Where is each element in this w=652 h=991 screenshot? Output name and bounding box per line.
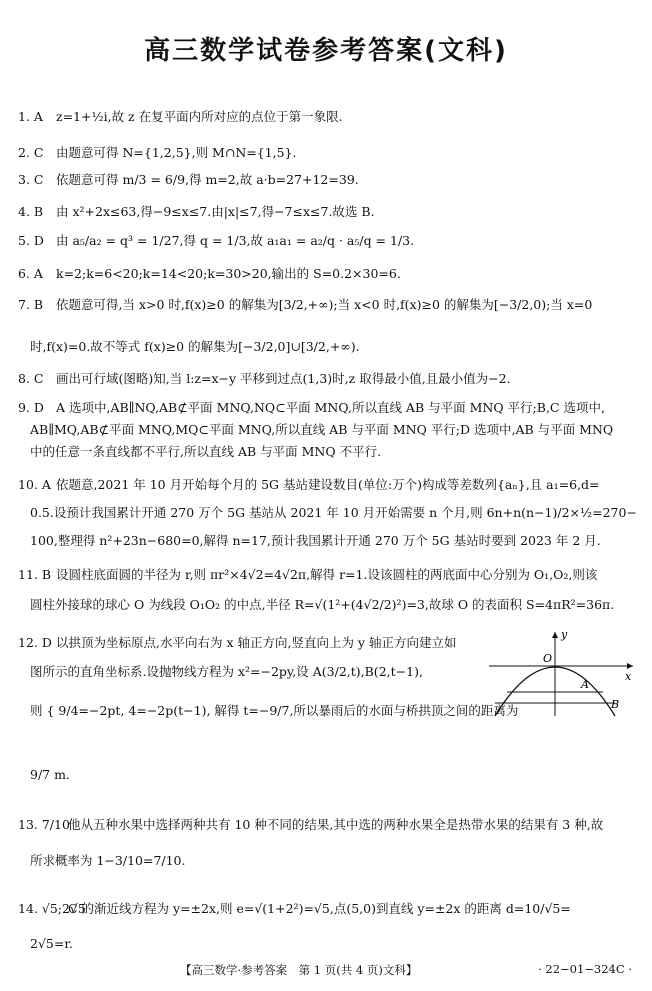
graph-y-label: y: [561, 628, 568, 641]
answer-number: 13. 7/10: [18, 817, 70, 832]
answer-line: [30, 532, 601, 550]
answer-text: C 的渐近线方程为 y=±2x,则 e=√(1+2²)=√5,点(5,0)到直线 y=±2x 的距离 d=10/√5=: [68, 901, 571, 916]
answer-number: 1. A: [18, 109, 43, 124]
answer-line: [18, 399, 605, 417]
answer-line: [18, 108, 343, 126]
parabola-figure: [485, 628, 635, 718]
answer-line: [18, 171, 359, 189]
answer-line: [30, 702, 519, 720]
graph-b-label: B: [611, 698, 620, 711]
answer-text: 由 x²+2x≤63,得−9≤x≤7.由|x|≤7,得−7≤x≤7.故选 B.: [56, 204, 375, 219]
answer-text: 2√5=r.: [30, 936, 73, 951]
answer-text: 中的任意一条直线都不平行,所以直线 AB 与平面 MNQ 不平行.: [30, 444, 382, 459]
answer-text: 以拱顶为坐标原点,水平向右为 x 轴正方向,竖直向上为 y 轴正方向建立如: [56, 635, 457, 650]
answer-line: [18, 566, 597, 584]
answer-line: [30, 443, 381, 461]
answer-line: [30, 596, 614, 614]
answer-text: 由题意可得 N={1,2,5},则 M∩N={1,5}.: [56, 145, 297, 160]
answer-text: A 选项中,AB∥NQ,AB⊄平面 MNQ,NQ⊂平面 MNQ,所以直线 AB 与平面 MNQ 平行;B,C 选项中,: [56, 400, 605, 415]
answer-text: 画出可行域(图略)知,当 l:z=x−y 平移到过点(1,3)时,z 取得最小值,且最小值为−2.: [56, 371, 511, 386]
answer-text: k=2;k=6<20;k=14<20;k=30>20,输出的 S=0.2×30=6.: [56, 266, 401, 281]
answer-line: [18, 900, 571, 918]
answer-number: 14. √5;2√5: [18, 901, 86, 916]
answer-line: [30, 852, 186, 870]
answer-line: [18, 144, 297, 162]
answer-text: AB∥MQ,AB⊄平面 MNQ,MQ⊂平面 MNQ,所以直线 AB 与平面 MNQ 平行;D 选项中,AB 与平面 MNQ: [30, 422, 614, 437]
answer-line: [30, 766, 70, 784]
answer-text: 依题意,2021 年 10 月开始每个月的 5G 基站建设数目(单位:万个)构成等差数列{aₙ},且 a₁=6,d=: [56, 477, 600, 492]
answer-number: 6. A: [18, 266, 43, 281]
answer-number: 9. D: [18, 400, 44, 415]
answer-number: 2. C: [18, 145, 44, 160]
answer-text: 所求概率为 1−3/10=7/10.: [30, 853, 186, 868]
answer-text: 时,f(x)=0.故不等式 f(x)≥0 的解集为[−3/2,0]∪[3/2,+∞).: [30, 339, 360, 354]
answer-text: 100,整理得 n²+23n−680=0,解得 n=17,预计我国累计开通 270 万个 5G 基站时要到 2023 年 2 月.: [30, 533, 601, 548]
answer-number: 5. D: [18, 233, 44, 248]
answer-line: [18, 296, 592, 314]
answer-line: [18, 203, 375, 221]
answer-line: [30, 663, 423, 681]
answer-line: [18, 816, 603, 834]
answer-text: 设圆柱底面圆的半径为 r,则 πr²×4√2=4√2π,解得 r=1.设该圆柱的两底面中心分别为 O₁,O₂,则该: [56, 567, 598, 582]
answer-line: [30, 504, 637, 522]
answer-line: [18, 232, 414, 250]
answer-line: [18, 370, 511, 388]
answer-line: [30, 338, 360, 356]
answer-number: 10. A: [18, 477, 51, 492]
answer-number: 11. B: [18, 567, 52, 582]
answer-text: 圆柱外接球的球心 O 为线段 O₁O₂ 的中点,半径 R=√(1²+(4√2/2)²)=3,故球 O 的表面积 S=4πR²=36π.: [30, 597, 615, 612]
answer-text: 由 a₅/a₂ = q³ = 1/27,得 q = 1/3,故 a₁a₁ = a₂/q · a₅/q = 1/3.: [56, 233, 415, 248]
page-title: 高三数学试卷参考答案(文科): [144, 36, 508, 66]
answer-text: 则 { 9/4=−2pt, 4=−2p(t−1), 解得 t=−9/7,所以暴雨后的水面与桥拱顶之间的距离为: [30, 703, 519, 718]
graph-o-label: O: [543, 652, 553, 665]
footer-code: · 22−01−324C ·: [538, 962, 632, 976]
footer-page-info: 【高三数学·参考答案 第 1 页(共 4 页)文科】: [180, 963, 418, 977]
answer-text: 0.5.设预计我国累计开通 270 万个 5G 基站从 2021 年 10 月开始需要 n 个月,则 6n+n(n−1)/2×½=270−: [30, 505, 637, 520]
answer-number: 7. B: [18, 297, 44, 312]
answer-number: 12. D: [18, 635, 52, 650]
answer-text: 图所示的直角坐标系.设抛物线方程为 x²=−2py,设 A(3/2,t),B(2,t−1),: [30, 664, 423, 679]
graph-a-label: A: [581, 678, 589, 691]
answer-text: 9/7 m.: [30, 767, 70, 782]
answer-line: [30, 935, 73, 953]
answer-text: 依题意可得,当 x>0 时,f(x)≥0 的解集为[3/2,+∞);当 x<0 时,f(x)≥0 的解集为[−3/2,0);当 x=0: [56, 297, 593, 312]
answer-text: 依题意可得 m/3 = 6/9,得 m=2,故 a·b=27+12=39.: [56, 172, 359, 187]
answer-line: [18, 634, 456, 652]
answer-line: [18, 476, 600, 494]
answer-number: 4. B: [18, 204, 44, 219]
answer-number: 3. C: [18, 172, 44, 187]
answer-text: 他从五种水果中选择两种共有 10 种不同的结果,其中选的两种水果全是热带水果的结果有 3 种,故: [68, 817, 604, 832]
answer-line: [18, 265, 401, 283]
graph-x-label: x: [625, 670, 632, 683]
answer-number: 8. C: [18, 371, 44, 386]
answer-text: z=1+½i,故 z 在复平面内所对应的点位于第一象限.: [56, 109, 343, 124]
answer-line: [30, 421, 613, 439]
